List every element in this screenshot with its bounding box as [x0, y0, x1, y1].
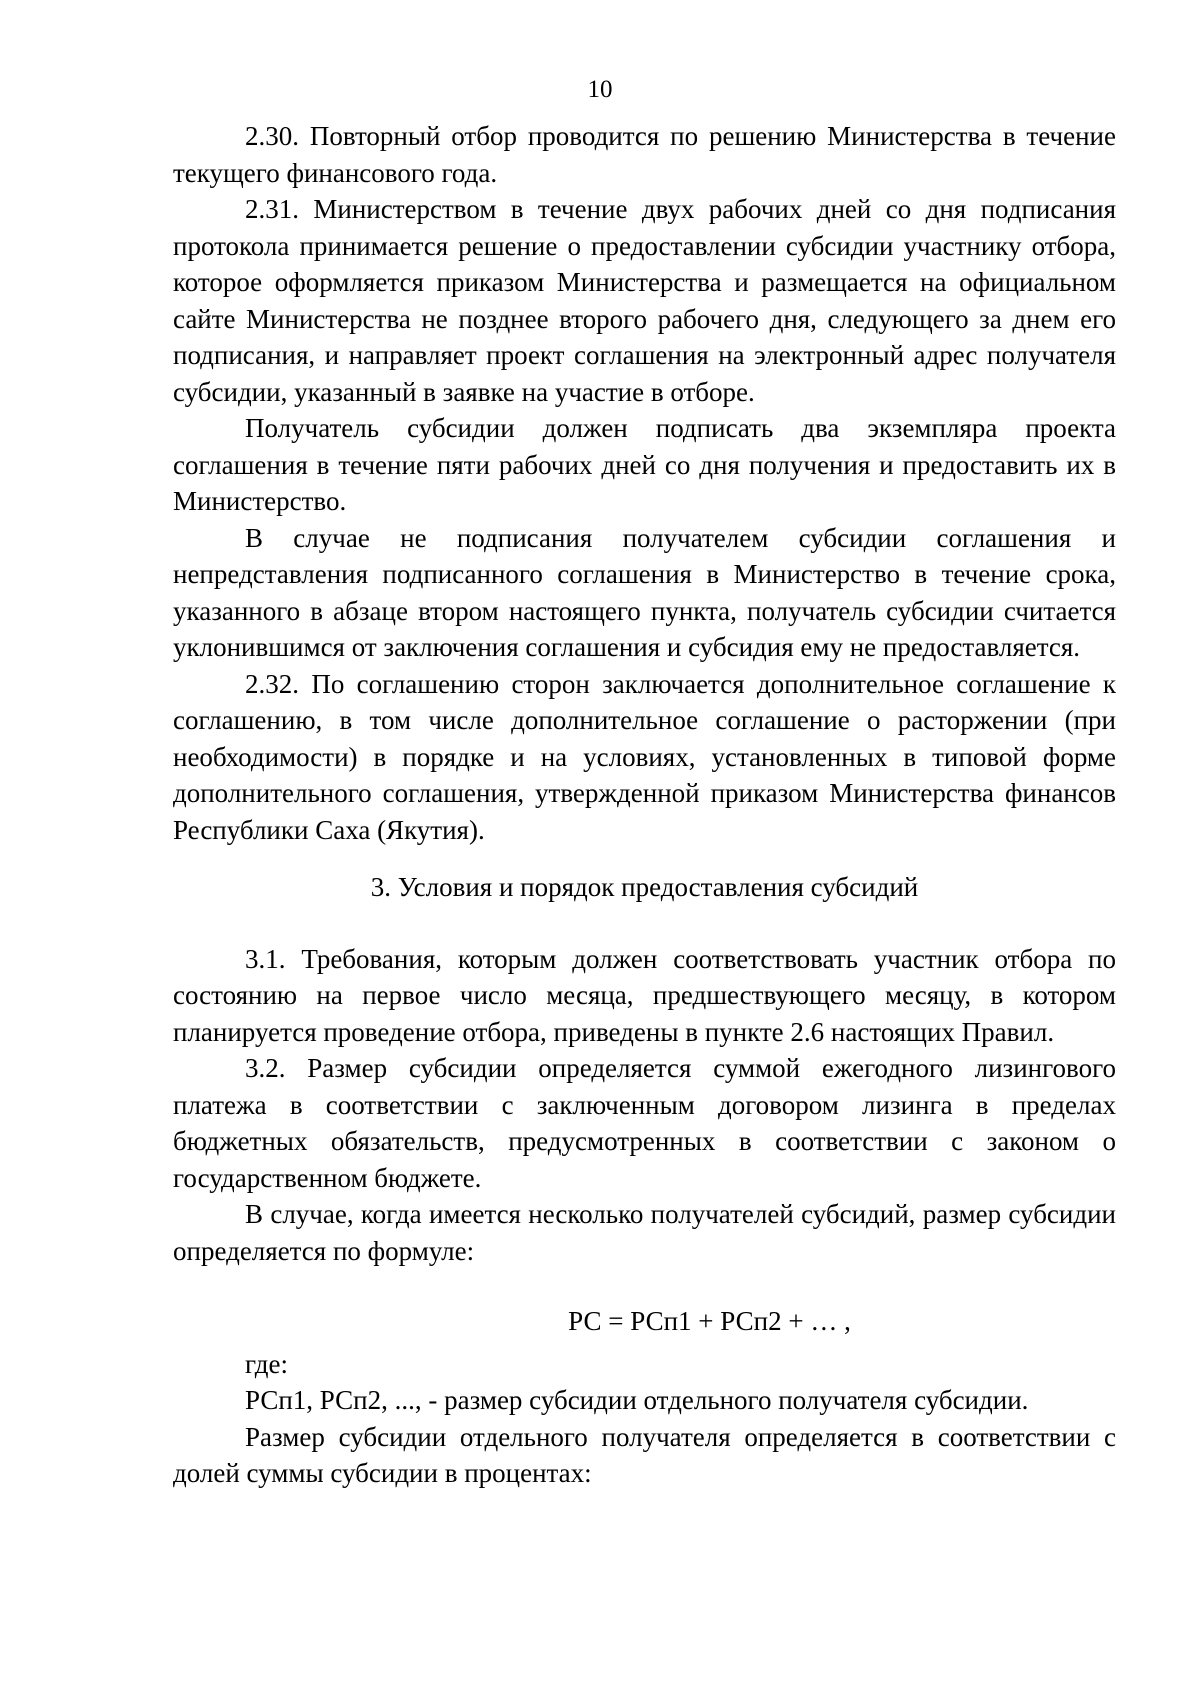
paragraph-several-recipients: В случае, когда имеется несколько получателей субсидий, размер субсидии определяется по формуле: [173, 1199, 1116, 1266]
paragraph-2-31: 2.31. Министерством в течение двух рабочих дней со дня подписания протокола принимается решение о предоставлении субсидии участнику отбора, которое оформляется приказом Министерства и размещается на официальном сайте Министерства не позднее второго рабочего дня, следующего за днем его подписания, и направляет проект соглашения на электронный адрес получателя субсидии, указанный в заявке на участие в отборе. [173, 194, 1116, 407]
paragraph-3-2: 3.2. Размер субсидии определяется суммой ежегодного лизингового платежа в соответствии с заключенным договором лизинга в пределах бюджетных обязательств, предусмотренных в соответствии с законом о государственном бюджете. [173, 1053, 1116, 1193]
paragraph-where: где: [245, 1348, 288, 1379]
paragraph-2-30: 2.30. Повторный отбор проводится по решению Министерства в течение текущего финансового года. [173, 121, 1116, 188]
paragraph-individual-recipient: Размер субсидии отдельного получателя определяется в соответствии с долей суммы субсидии в процентах: [173, 1421, 1116, 1488]
document-body [173, 118, 1116, 1492]
paragraph-formula-definition: РСп1, РСп2, ..., - размер субсидии отдельного получателя субсидии. [245, 1385, 1029, 1415]
section-heading: 3. Условия и порядок предоставления субсидий [370, 872, 919, 902]
formula: РС = РСп1 + РСп2 + … , [568, 1306, 851, 1336]
paragraph-recipient-sign: Получатель субсидии должен подписать два экземпляра проекта соглашения в течение пяти рабочих дней со дня получения и предоставить их в Министерство. [173, 413, 1116, 516]
paragraph-2-32: 2.32. По соглашению сторон заключается дополнительное соглашение к соглашению, в том числе дополнительное соглашение о расторжении (при необходимости) в порядке и на условиях, установленных в типовой форме дополнительного соглашения, утвержденной приказом Министерства финансов Республики Саха (Якутия). [173, 668, 1116, 845]
paragraph-not-signed: В случае не подписания получателем субсидии соглашения и непредставления подписанного соглашения в Министерство в течение срока, указанного в абзаце втором настоящего пункта, получатель субсидии считается уклонившимся от заключения соглашения и субсидия ему не предоставляется. [173, 522, 1116, 662]
paragraph-3-1: 3.1. Требования, которым должен соответствовать участник отбора по состоянию на первое число месяца, предшествующего месяцу, в котором планируется проведение отбора, приведены в пункте 2.6 настоящих Правил. [173, 943, 1116, 1047]
page-number: 10 [587, 76, 613, 103]
